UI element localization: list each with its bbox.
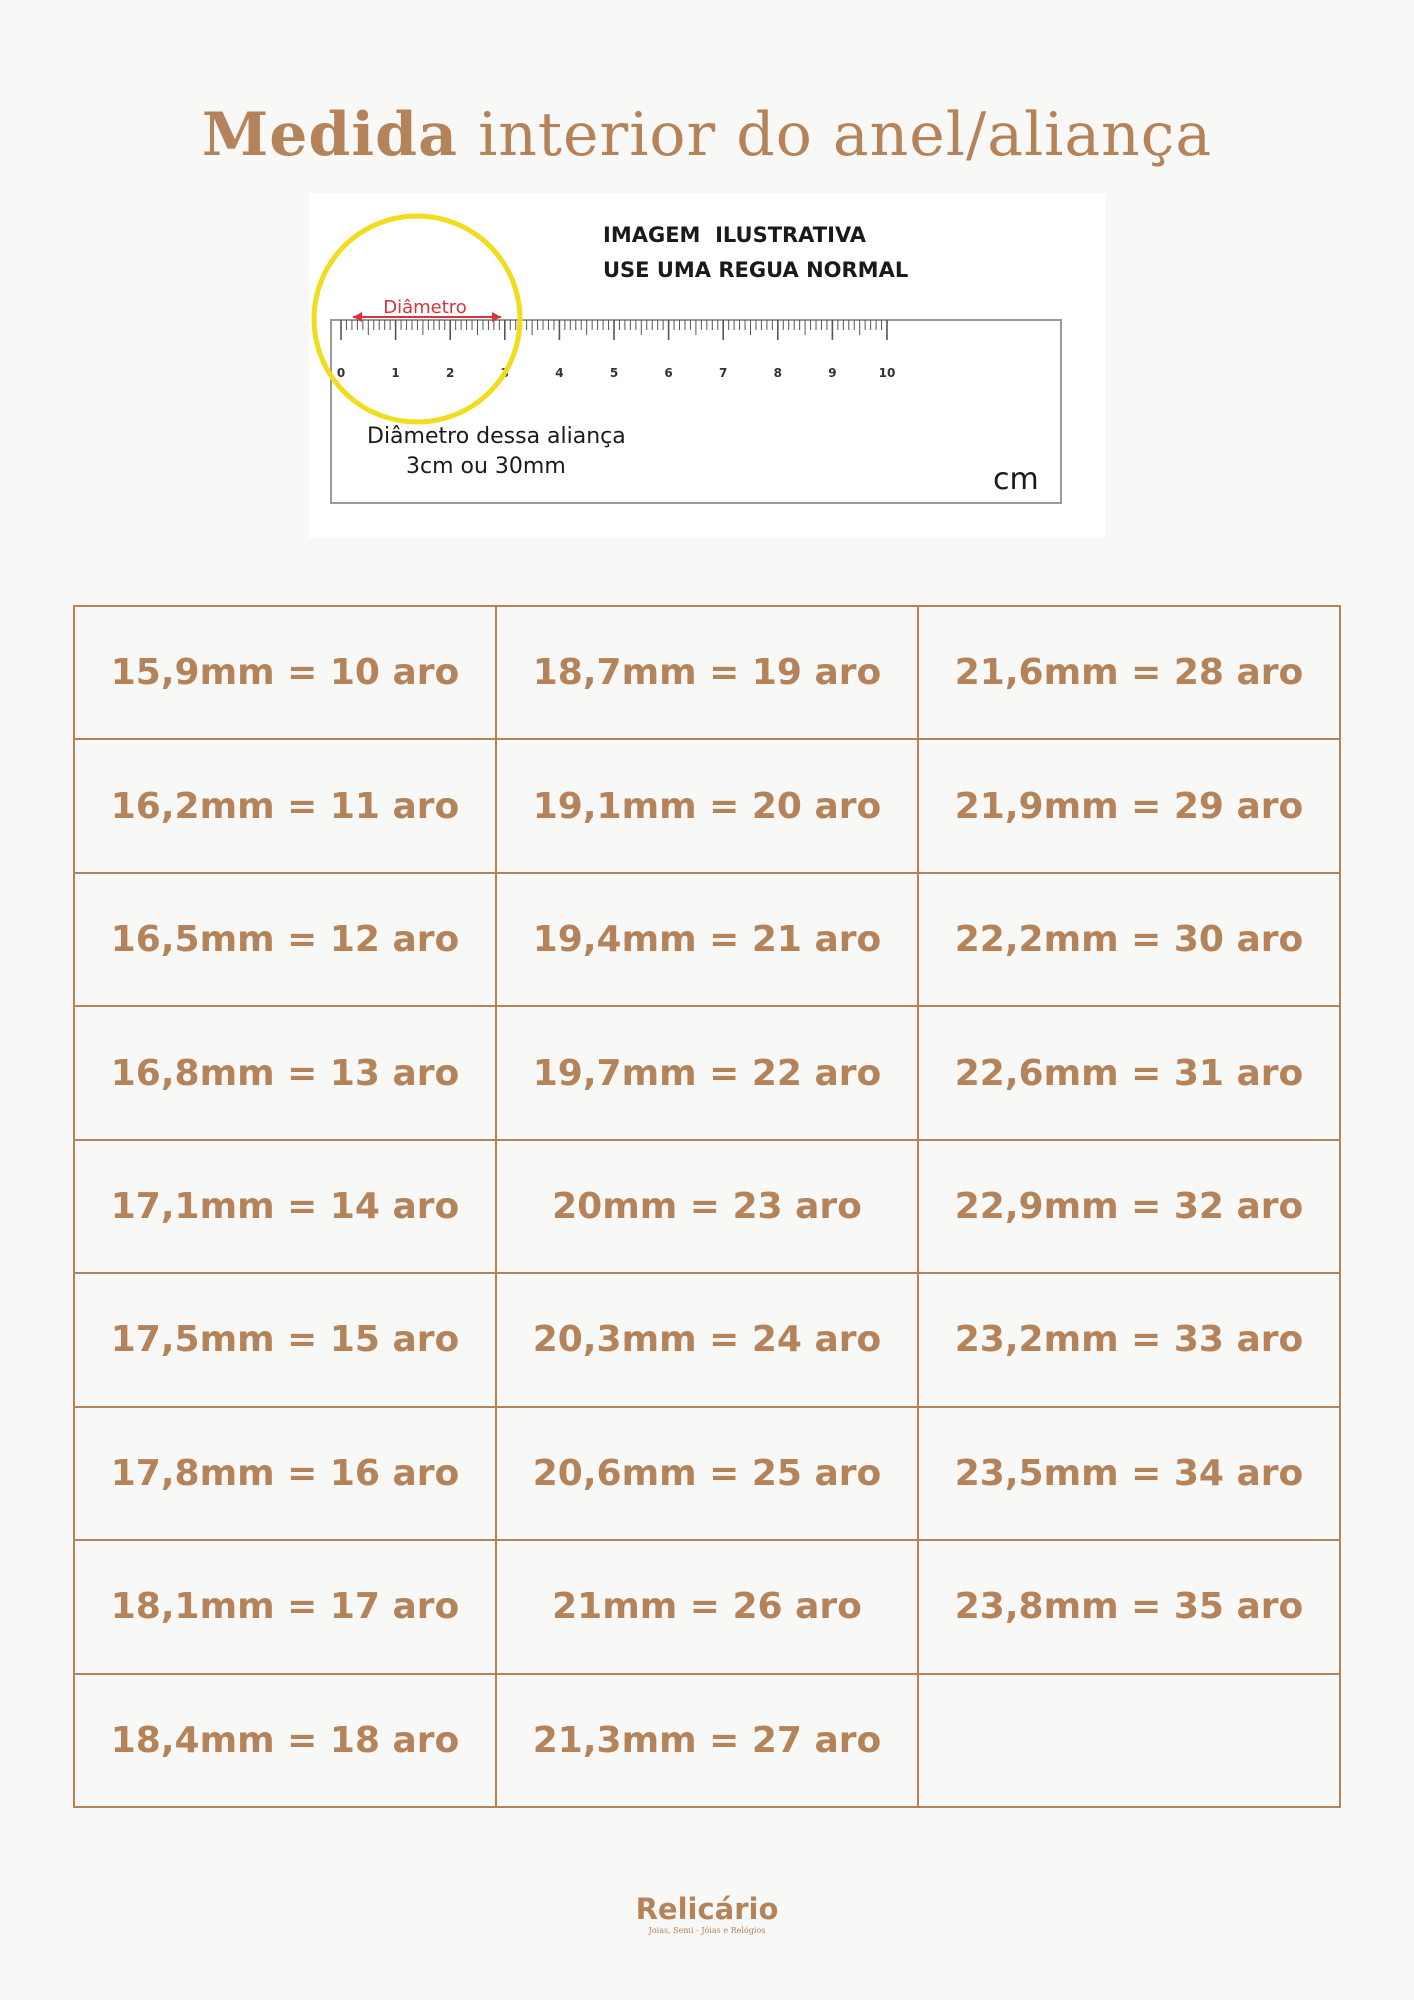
table-row bbox=[74, 1006, 1340, 1139]
ruler-diagram bbox=[309, 193, 1105, 538]
size-cell: 19,1mm = 20 aro bbox=[496, 739, 918, 872]
table-row bbox=[74, 1540, 1340, 1673]
size-cell: 18,1mm = 17 aro bbox=[74, 1540, 496, 1673]
table-row bbox=[74, 1674, 1340, 1808]
size-cell: 16,2mm = 11 aro bbox=[74, 739, 496, 872]
size-cell: 17,5mm = 15 aro bbox=[74, 1273, 496, 1406]
ruler-tick-label: 7 bbox=[719, 366, 728, 380]
size-cell: 17,1mm = 14 aro bbox=[74, 1140, 496, 1273]
size-cell: 19,7mm = 22 aro bbox=[496, 1006, 918, 1139]
brand-tagline: Joias, Semi - Jóias e Relógios bbox=[648, 1926, 766, 1935]
table-row bbox=[74, 1407, 1340, 1540]
size-cell: 21mm = 26 aro bbox=[496, 1540, 918, 1673]
brand-name: Relicário bbox=[635, 1892, 779, 1926]
size-cell: 19,4mm = 21 aro bbox=[496, 873, 918, 1006]
size-cell: 20,6mm = 25 aro bbox=[496, 1407, 918, 1540]
note-line1: Diâmetro dessa aliança bbox=[367, 424, 626, 449]
size-cell: 23,2mm = 33 aro bbox=[918, 1273, 1340, 1406]
size-cell: 23,5mm = 34 aro bbox=[918, 1407, 1340, 1540]
ruler-tick-label: 2 bbox=[446, 366, 455, 380]
size-cell: 21,3mm = 27 aro bbox=[496, 1674, 918, 1808]
ruler-tick-label: 1 bbox=[391, 366, 400, 380]
ruler-tick-label: 8 bbox=[773, 366, 782, 380]
ruler-tick-label: 4 bbox=[555, 366, 564, 380]
unit-label: cm bbox=[993, 462, 1039, 497]
title-rest: interior do anel/aliança bbox=[458, 100, 1213, 170]
table-row bbox=[74, 606, 1340, 739]
ruler-tick-label: 5 bbox=[609, 366, 619, 380]
caption-line1: IMAGEM ILUSTRATIVA bbox=[603, 223, 867, 247]
table-row bbox=[74, 739, 1340, 872]
size-cell: 21,6mm = 28 aro bbox=[918, 606, 1340, 739]
ruler-illustration bbox=[309, 193, 1105, 538]
size-cell: 17,8mm = 16 aro bbox=[74, 1407, 496, 1540]
size-cell: 16,5mm = 12 aro bbox=[74, 873, 496, 1006]
size-cell: 20,3mm = 24 aro bbox=[496, 1273, 918, 1406]
table-row bbox=[74, 873, 1340, 1006]
size-cell: 22,9mm = 32 aro bbox=[918, 1140, 1340, 1273]
caption-line2: USE UMA REGUA NORMAL bbox=[603, 258, 909, 282]
table-row bbox=[74, 1140, 1340, 1273]
page-title bbox=[0, 100, 1414, 170]
ruler-tick-label: 9 bbox=[828, 366, 837, 380]
size-cell: 21,9mm = 29 aro bbox=[918, 739, 1340, 872]
size-cell: 16,8mm = 13 aro bbox=[74, 1006, 496, 1139]
ruler-tick-label: 3 bbox=[500, 366, 509, 380]
brand-logo bbox=[0, 1893, 1414, 1935]
size-cell bbox=[918, 1674, 1340, 1808]
ruler-tick-label: 0 bbox=[336, 366, 346, 380]
size-cell: 22,6mm = 31 aro bbox=[918, 1006, 1340, 1139]
size-cell: 20mm = 23 aro bbox=[496, 1140, 918, 1273]
diameter-label: Diâmetro bbox=[383, 297, 467, 318]
note-line2: 3cm ou 30mm bbox=[406, 454, 566, 479]
size-cell: 23,8mm = 35 aro bbox=[918, 1540, 1340, 1673]
size-cell: 18,7mm = 19 aro bbox=[496, 606, 918, 739]
ring-size-table bbox=[73, 605, 1341, 1808]
table-row bbox=[74, 1273, 1340, 1406]
size-cell: 15,9mm = 10 aro bbox=[74, 606, 496, 739]
ruler-tick-label: 6 bbox=[664, 366, 673, 380]
ruler-tick-label: 10 bbox=[878, 366, 896, 380]
size-cell: 18,4mm = 18 aro bbox=[74, 1674, 496, 1808]
title-bold: Medida bbox=[201, 100, 459, 170]
size-cell: 22,2mm = 30 aro bbox=[918, 873, 1340, 1006]
